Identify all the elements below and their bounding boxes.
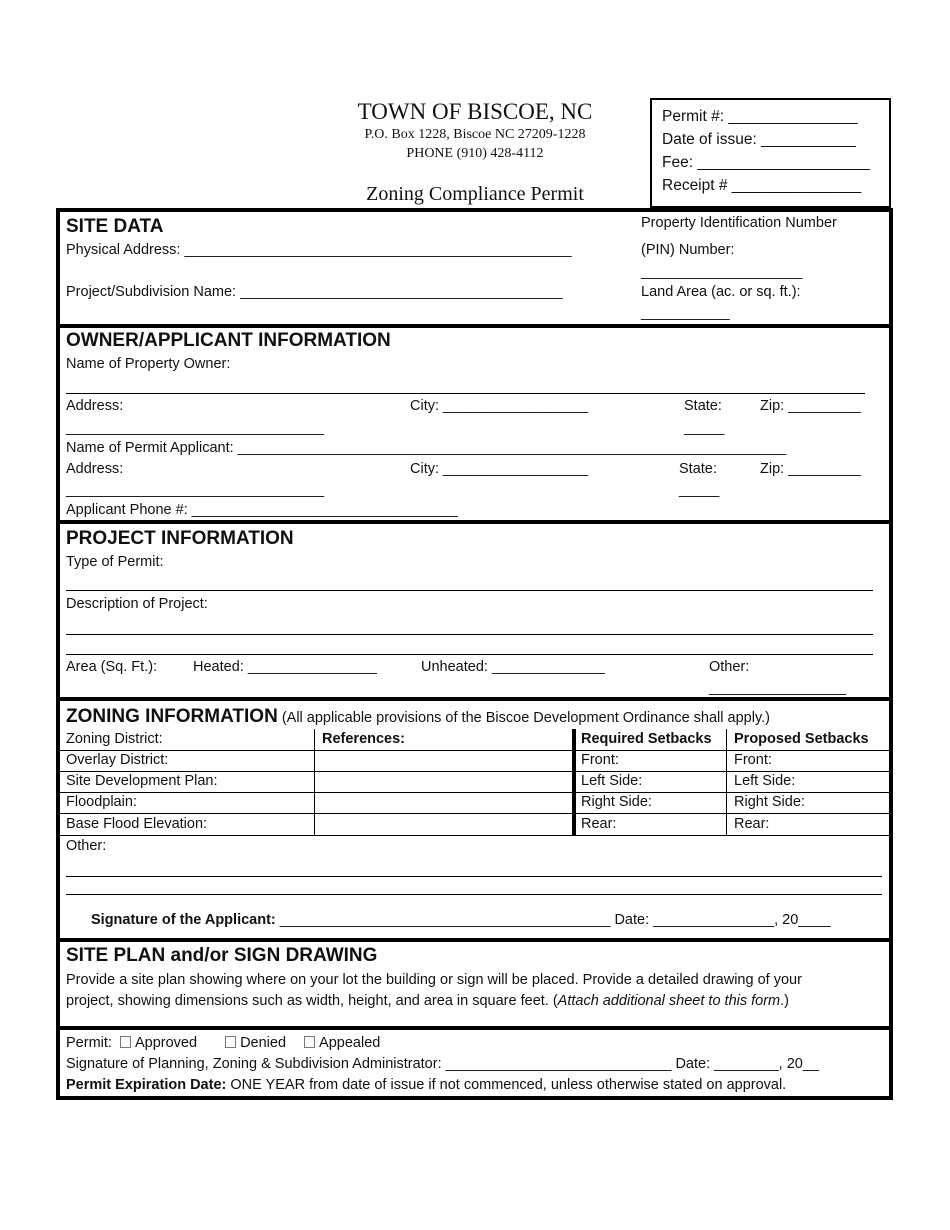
table-row-line (60, 750, 889, 751)
applicant-state-label: State: (679, 461, 717, 477)
other-field[interactable]: _________________ (709, 680, 847, 696)
pin-label: Property Identification Number (641, 215, 837, 231)
proposed-right-field[interactable]: Right Side: (734, 794, 805, 810)
project-name-field[interactable]: Project/Subdivision Name: ________________________________________ (66, 284, 563, 300)
table-col-line (314, 729, 315, 835)
proposed-setbacks-header: Proposed Setbacks (734, 731, 869, 747)
site-data-title: SITE DATA (66, 216, 164, 237)
permit-applicant-field[interactable]: Name of Permit Applicant: ____________________________________________________________________ (66, 440, 787, 456)
other-label: Other: (709, 659, 750, 675)
proposed-front-field[interactable]: Front: (734, 752, 772, 768)
required-setbacks-header: Required Setbacks (581, 731, 712, 747)
checkbox-icon (120, 1036, 131, 1048)
permit-info-box (650, 98, 891, 208)
expiration-label: Permit Expiration Date: (66, 1077, 227, 1093)
required-rear-field[interactable]: Rear: (581, 816, 617, 832)
description-line[interactable] (66, 654, 873, 655)
heated-field[interactable]: Heated: ________________ (193, 659, 377, 675)
town-phone: PHONE (910) 428-4112 (406, 146, 544, 161)
zoning-subtitle: (All applicable provisions of the Biscoe Development Ordinance shall apply.) (281, 710, 770, 726)
unheated-field[interactable]: Unheated: ______________ (421, 659, 605, 675)
section-divider (56, 1026, 893, 1030)
property-owner-label: Name of Property Owner: (66, 356, 231, 372)
checkbox-icon (225, 1036, 236, 1048)
site-plan-text-2 (66, 993, 789, 1009)
fee-field[interactable]: Fee: ____________________ (662, 154, 870, 171)
applicant-city-field[interactable]: City: __________________ (410, 461, 589, 477)
signature-date-field[interactable]: Date: _______________, 20____ (614, 912, 831, 928)
owner-zip-field[interactable]: Zip: _________ (760, 398, 861, 414)
applicant-zip-field[interactable]: Zip: _________ (760, 461, 861, 477)
permit-status-label: Permit: (66, 1035, 112, 1051)
administrator-signature-field[interactable]: Signature of Planning, Zoning & Subdivision Administrator: ____________________________ Date: ________, 20__ (66, 1056, 819, 1072)
zoning-other-line[interactable] (66, 876, 882, 877)
pin-label-2: (PIN) Number: (641, 242, 735, 258)
town-name: TOWN OF BISCOE, NC (357, 99, 593, 124)
table-row-line (60, 792, 889, 793)
approved-label: Approved (134, 1035, 198, 1051)
proposed-rear-field[interactable]: Rear: (734, 816, 770, 832)
table-col-line (726, 729, 727, 835)
references-header: References: (322, 731, 406, 747)
table-col-line (572, 729, 576, 835)
owner-address-field[interactable]: ________________________________ (66, 420, 325, 436)
expiration-text: ONE YEAR from date of issue if not commenced, unless otherwise stated on approval. (226, 1077, 787, 1093)
required-right-field[interactable]: Right Side: (581, 794, 652, 810)
property-owner-line[interactable] (66, 393, 865, 394)
section-divider (56, 324, 893, 328)
zoning-row-label: Overlay District: (66, 752, 169, 768)
zoning-section-title (66, 706, 770, 728)
zoning-row-label: Site Development Plan: (66, 773, 218, 789)
form-title: Zoning Compliance Permit (366, 183, 584, 205)
zoning-other-line[interactable] (66, 894, 882, 895)
applicant-phone-field[interactable]: Applicant Phone #: _________________________________ (66, 502, 458, 518)
zoning-other-label: Other: (66, 838, 107, 854)
proposed-left-field[interactable]: Left Side: (734, 773, 796, 789)
permit-number-field[interactable]: Permit #: _______________ (662, 108, 858, 125)
receipt-field[interactable]: Receipt # _______________ (662, 177, 862, 194)
owner-state-field[interactable]: _____ (684, 420, 725, 436)
signature-label: Signature of the Applicant: (91, 912, 276, 928)
site-plan-text-2b: .) (780, 993, 789, 1009)
table-row-line (60, 835, 889, 836)
zoning-row-label: Zoning District: (66, 731, 163, 747)
pin-field[interactable]: ____________________ (641, 264, 803, 280)
denied-checkbox[interactable] (225, 1035, 286, 1051)
approved-checkbox[interactable] (120, 1035, 197, 1051)
appealed-checkbox[interactable] (304, 1035, 380, 1051)
applicant-signature-row (91, 912, 831, 928)
zoning-row-label: Floodplain: (66, 794, 137, 810)
required-front-field[interactable]: Front: (581, 752, 619, 768)
type-of-permit-label: Type of Permit: (66, 554, 164, 570)
owner-address-label: Address: (66, 398, 124, 414)
applicant-address-field[interactable]: ________________________________ (66, 482, 325, 498)
owner-city-field[interactable]: City: __________________ (410, 398, 589, 414)
physical-address-field[interactable]: Physical Address: ________________________________________________ (66, 242, 572, 258)
site-plan-text-1: Provide a site plan showing where on your lot the building or sign will be placed. Provide a detailed drawing of your (66, 972, 802, 988)
denied-label: Denied (240, 1035, 287, 1051)
site-plan-text-italic: Attach additional sheet to this form (557, 993, 781, 1009)
site-plan-text-2a: project, showing dimensions such as width, height, and area in square feet. ( (66, 993, 558, 1009)
land-area-label: Land Area (ac. or sq. ft.): (641, 284, 801, 300)
description-label: Description of Project: (66, 596, 208, 612)
type-of-permit-line[interactable] (66, 590, 873, 591)
project-section-title: PROJECT INFORMATION (66, 528, 294, 549)
section-divider (56, 697, 893, 701)
zoning-title: ZONING INFORMATION (66, 706, 278, 727)
section-divider (56, 520, 893, 524)
appealed-label: Appealed (319, 1035, 381, 1051)
applicant-address-label: Address: (66, 461, 124, 477)
applicant-state-field[interactable]: _____ (679, 482, 720, 498)
owner-state-label: State: (684, 398, 722, 414)
table-row-line (60, 771, 889, 772)
table-row-line (60, 813, 889, 814)
signature-field[interactable]: _________________________________________ (279, 912, 611, 928)
town-address: P.O. Box 1228, Biscoe NC 27209-1228 (364, 127, 586, 142)
land-area-field[interactable]: ___________ (641, 305, 730, 321)
date-of-issue-field[interactable]: Date of issue: ___________ (662, 131, 856, 148)
site-plan-title: SITE PLAN and/or SIGN DRAWING (66, 945, 378, 966)
zoning-row-label: Base Flood Elevation: (66, 816, 208, 832)
area-label: Area (Sq. Ft.): (66, 659, 158, 675)
checkbox-icon (304, 1036, 315, 1048)
description-line[interactable] (66, 634, 873, 635)
permit-expiration (66, 1077, 786, 1093)
required-left-field[interactable]: Left Side: (581, 773, 643, 789)
owner-section-title: OWNER/APPLICANT INFORMATION (66, 330, 391, 351)
section-divider (56, 938, 893, 942)
permit-status-row (66, 1035, 380, 1051)
